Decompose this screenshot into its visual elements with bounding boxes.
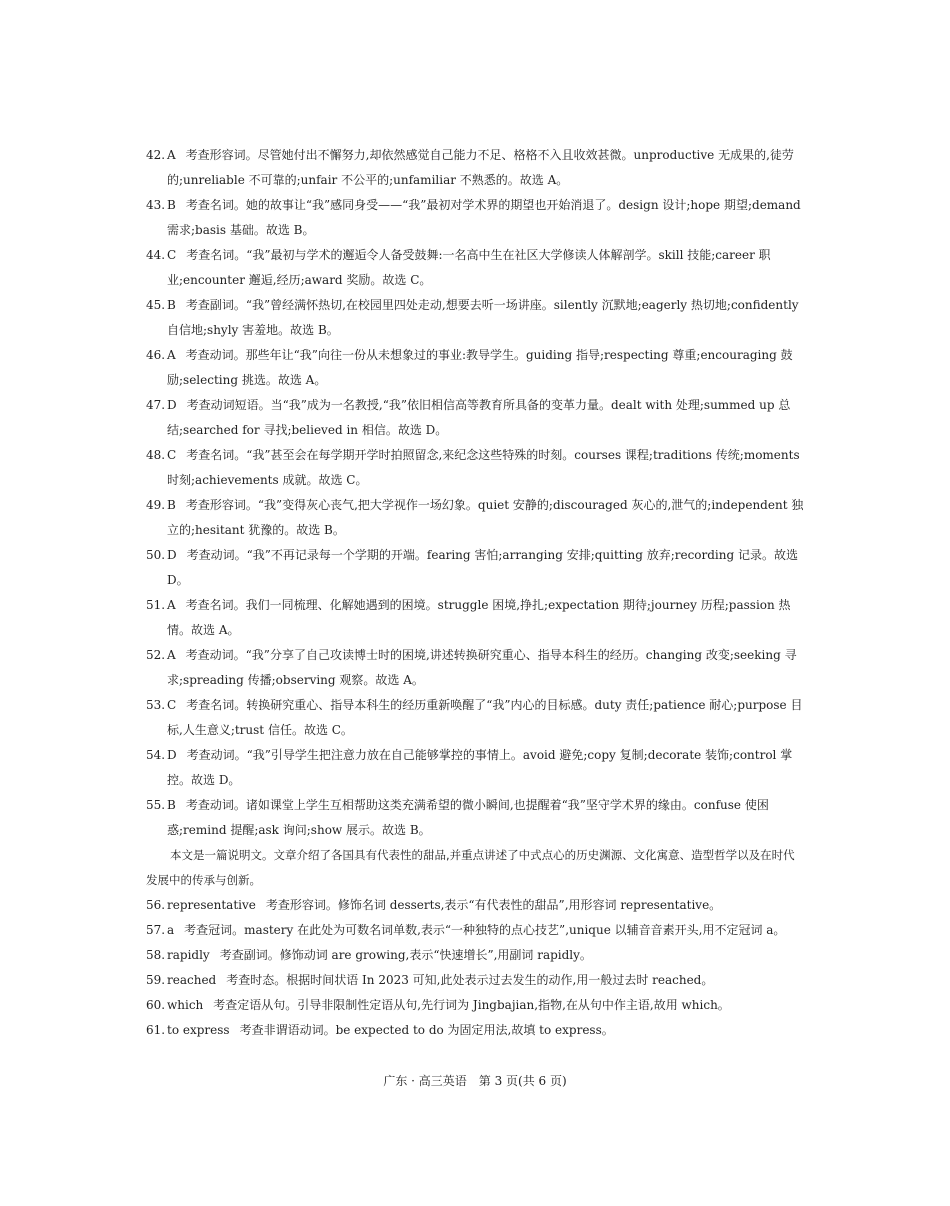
item-explanation: 考查名词。“我”甚至会在每学期开学时拍照留念,来纪念这些特殊的时刻。courses 课程;traditions 传统;moments 时刻;achievements 成就。故选 C。 bbox=[167, 448, 800, 487]
item-explanation: 考查动词。“我”分享了自己攻读博士时的困境,讲述转换研究重心、指导本科生的经历。changing 改变;seeking 寻求;spreading 传播;observing 观察。故选 A。 bbox=[167, 648, 797, 687]
answer-item-59 bbox=[146, 968, 806, 993]
item-answer: a bbox=[167, 923, 175, 937]
answer-item-43 bbox=[146, 193, 806, 243]
item-number: 52. bbox=[146, 648, 166, 662]
answer-item-42 bbox=[146, 143, 806, 193]
item-answer: C bbox=[167, 698, 177, 712]
item-answer: B bbox=[167, 798, 176, 812]
item-explanation: 考查动词。诸如课堂上学生互相帮助这类充满希望的微小瞬间,也提醒着“我”坚守学术界的缘由。confuse 使困惑;remind 提醒;ask 询问;show 展示。故选 B。 bbox=[167, 798, 769, 837]
answer-item-51 bbox=[146, 593, 806, 643]
item-number: 51. bbox=[146, 598, 166, 612]
item-number: 45. bbox=[146, 298, 166, 312]
answer-item-46 bbox=[146, 343, 806, 393]
item-answer: reached bbox=[167, 973, 217, 987]
item-answer: B bbox=[167, 498, 176, 512]
item-number: 43. bbox=[146, 198, 166, 212]
item-number: 53. bbox=[146, 698, 166, 712]
item-explanation: 考查副词。“我”曾经满怀热切,在校园里四处走动,想要去听一场讲座。silently 沉默地;eagerly 热切地;confidently 自信地;shyly 害羞地。故选 B。 bbox=[167, 298, 799, 337]
item-answer: B bbox=[167, 198, 176, 212]
answer-item-53 bbox=[146, 693, 806, 743]
item-number: 47. bbox=[146, 398, 166, 412]
item-number: 60. bbox=[146, 998, 166, 1012]
item-explanation: 考查名词。转换研究重心、指导本科生的经历重新唤醒了“我”内心的目标感。duty 责任;patience 耐心;purpose 目标,人生意义;trust 信任。故选 C。 bbox=[167, 698, 803, 737]
item-number: 61. bbox=[146, 1023, 166, 1037]
answer-item-58 bbox=[146, 943, 806, 968]
answer-item-61 bbox=[146, 1018, 806, 1043]
item-answer: to express bbox=[167, 1023, 230, 1037]
item-number: 48. bbox=[146, 448, 166, 462]
answer-item-49 bbox=[146, 493, 806, 543]
item-answer: rapidly bbox=[167, 948, 210, 962]
item-answer: A bbox=[167, 348, 176, 362]
item-explanation: 考查动词。那些年让“我”向往一份从未想象过的事业:教导学生。guiding 指导;respecting 尊重;encouraging 鼓励;selecting 挑选。故选 A。 bbox=[167, 348, 793, 387]
item-explanation: 考查非谓语动词。be expected to do 为固定用法,故填 to express。 bbox=[239, 1023, 614, 1037]
item-number: 49. bbox=[146, 498, 166, 512]
item-number: 55. bbox=[146, 798, 166, 812]
page-footer: 广东 · 高三英语 第 3 页(共 6 页) bbox=[383, 1074, 567, 1088]
item-explanation: 考查名词。她的故事让“我”感同身受——“我”最初对学术界的期望也开始消退了。design 设计;hope 期望;demand 需求;basis 基础。故选 B。 bbox=[167, 198, 801, 237]
answer-explanations bbox=[146, 143, 806, 1043]
answer-item-48 bbox=[146, 443, 806, 493]
answer-item-47 bbox=[146, 393, 806, 443]
item-number: 44. bbox=[146, 248, 166, 262]
answer-item-60 bbox=[146, 993, 806, 1018]
answer-item-54 bbox=[146, 743, 806, 793]
item-explanation: 考查形容词。尽管她付出不懈努力,却依然感觉自己能力不足、格格不入且收效甚微。unproductive 无成果的,徒劳的;unreliable 不可靠的;unfair 不公平的;unfamiliar 不熟悉的。故选 A。 bbox=[167, 148, 794, 187]
item-explanation: 考查定语从句。引导非限制性定语从句,先行词为 Jingbajian,指物,在从句中作主语,故用 which。 bbox=[213, 998, 730, 1012]
answer-item-52 bbox=[146, 643, 806, 693]
item-number: 57. bbox=[146, 923, 166, 937]
answer-item-50 bbox=[146, 543, 806, 593]
item-explanation: 考查动词。“我”引导学生把注意力放在自己能够掌控的事情上。avoid 避免;copy 复制;decorate 装饰;control 掌控。故选 D。 bbox=[167, 748, 793, 787]
item-number: 42. bbox=[146, 148, 166, 162]
item-answer: D bbox=[167, 748, 177, 762]
item-explanation: 考查动词短语。当“我”成为一名教授,“我”依旧相信高等教育所具备的变革力量。dealt with 处理;summed up 总结;searched for 寻找;believed in 相信。故选 D。 bbox=[167, 398, 791, 437]
answer-item-57 bbox=[146, 918, 806, 943]
item-explanation: 考查冠词。mastery 在此处为可数名词单数,表示“一种独特的点心技艺”,unique 以辅音音素开头,用不定冠词 a。 bbox=[184, 923, 786, 937]
item-answer: C bbox=[167, 448, 177, 462]
item-number: 50. bbox=[146, 548, 166, 562]
item-explanation: 考查时态。根据时间状语 In 2023 可知,此处表示过去发生的动作,用一般过去时 reached。 bbox=[226, 973, 714, 987]
item-explanation: 考查形容词。“我”变得灰心丧气,把大学视作一场幻象。quiet 安静的;discouraged 灰心的,泄气的;independent 独立的;hesitant 犹豫的。故选 B。 bbox=[167, 498, 804, 537]
item-answer: A bbox=[167, 148, 176, 162]
item-number: 59. bbox=[146, 973, 166, 987]
answer-item-44 bbox=[146, 243, 806, 293]
item-number: 46. bbox=[146, 348, 166, 362]
item-explanation: 考查名词。“我”最初与学术的邂逅令人备受鼓舞:一名高中生在社区大学修读人体解剖学。skill 技能;career 职业;encounter 邂逅,经历;award 奖励。故选 C。 bbox=[167, 248, 771, 287]
item-answer: which bbox=[167, 998, 204, 1012]
answer-item-55 bbox=[146, 793, 806, 843]
passage-intro: 本文是一篇说明文。文章介绍了各国具有代表性的甜品,并重点讲述了中式点心的历史渊源、文化寓意、造型哲学以及在时代发展中的传承与创新。 bbox=[146, 848, 795, 887]
item-answer: A bbox=[167, 648, 176, 662]
item-answer: A bbox=[167, 598, 176, 612]
item-answer: B bbox=[167, 298, 176, 312]
item-number: 56. bbox=[146, 898, 166, 912]
item-number: 58. bbox=[146, 948, 166, 962]
item-answer: C bbox=[167, 248, 177, 262]
answer-item-45 bbox=[146, 293, 806, 343]
item-number: 54. bbox=[146, 748, 166, 762]
item-explanation: 考查副词。修饰动词 are growing,表示“快速增长”,用副词 rapidly。 bbox=[219, 948, 592, 962]
item-explanation: 考查名词。我们一同梳理、化解她遇到的困境。struggle 困境,挣扎;expectation 期待;journey 历程;passion 热情。故选 A。 bbox=[167, 598, 791, 637]
item-answer: D bbox=[167, 548, 177, 562]
item-answer: D bbox=[167, 398, 177, 412]
item-explanation: 考查动词。“我”不再记录每一个学期的开端。fearing 害怕;arranging 安排;quitting 放弃;recording 记录。故选 D。 bbox=[167, 548, 798, 587]
item-explanation: 考查形容词。修饰名词 desserts,表示“有代表性的甜品”,用形容词 representative。 bbox=[265, 898, 722, 912]
item-answer: representative bbox=[167, 898, 256, 912]
answer-item-56 bbox=[146, 893, 806, 918]
